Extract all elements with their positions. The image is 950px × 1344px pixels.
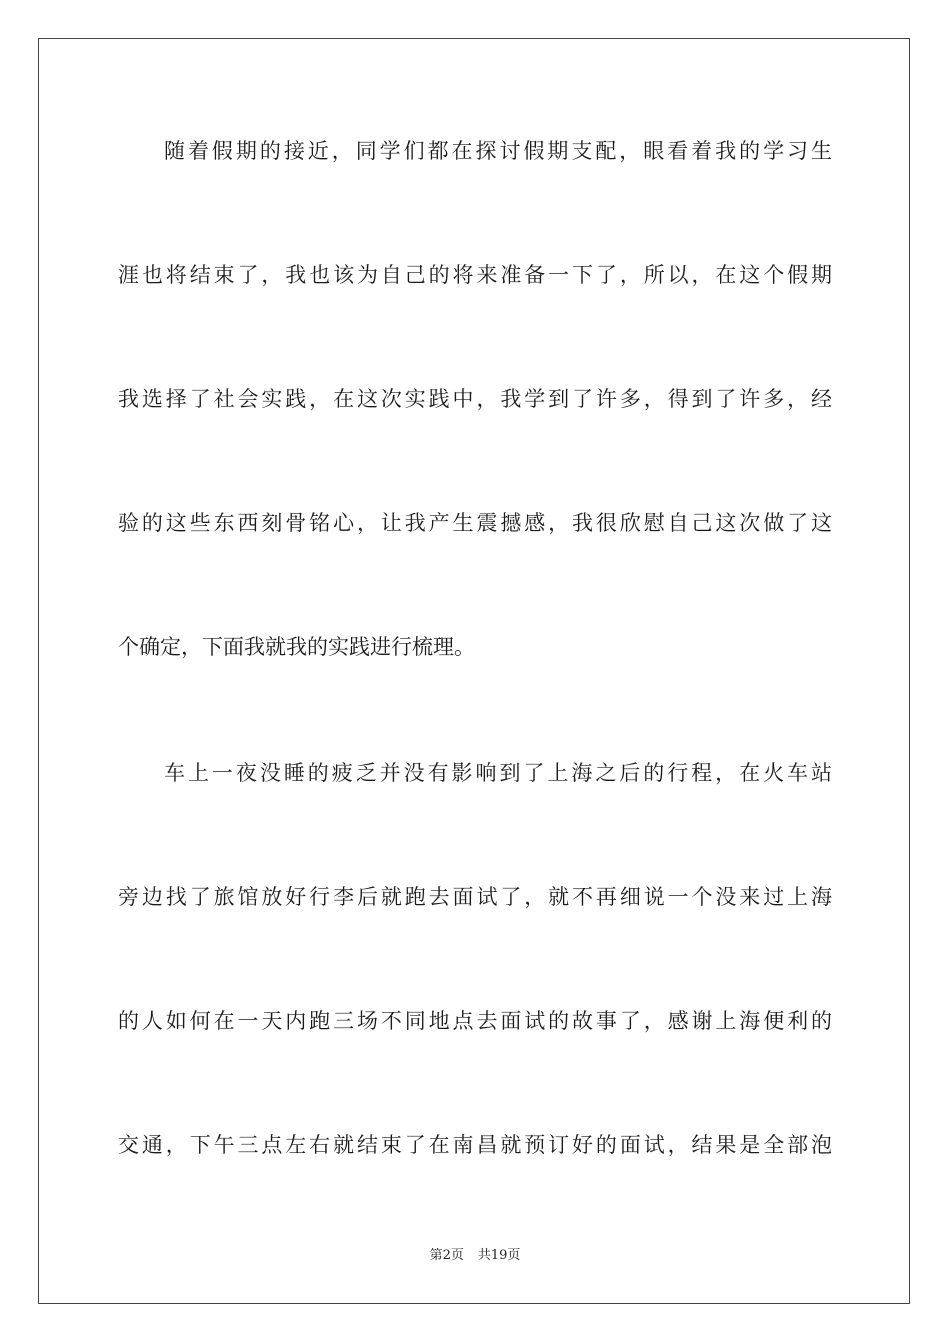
- paragraph-1-line-4: 验的这些东西刻骨铭心，让我产生震撼感，我很欣慰自己这次做了这: [118, 511, 832, 535]
- paragraph-1-line-3: 我选择了社会实践，在这次实践中，我学到了许多，得到了许多，经: [118, 387, 832, 411]
- page-border: [38, 38, 910, 1304]
- page-number: 第2页: [429, 1248, 464, 1263]
- paragraph-1-line-1: 随着假期的接近，同学们都在探讨假期支配，眼看着我的学习生: [164, 139, 832, 163]
- paragraph-2-line-4: 交通，下午三点左右就结束了在南昌就预订好的面试，结果是全部泡: [118, 1133, 832, 1157]
- paragraph-2-line-3: 的人如何在一天内跑三场不同地点去面试的故事了，感谢上海便利的: [118, 1009, 832, 1033]
- paragraph-1-line-5: 个确定，下面我就我的实践进行梳理。: [118, 635, 475, 659]
- paragraph-2-line-2: 旁边找了旅馆放好行李后就跑去面试了，就不再细说一个没来过上海: [118, 885, 832, 909]
- page-footer: [0, 1248, 950, 1264]
- page-total: 共19页: [477, 1248, 521, 1263]
- paragraph-1-line-2: 涯也将结束了，我也该为自己的将来准备一下了，所以，在这个假期: [118, 263, 832, 287]
- paragraph-2-line-1: 车上一夜没睡的疲乏并没有影响到了上海之后的行程，在火车站: [164, 761, 832, 785]
